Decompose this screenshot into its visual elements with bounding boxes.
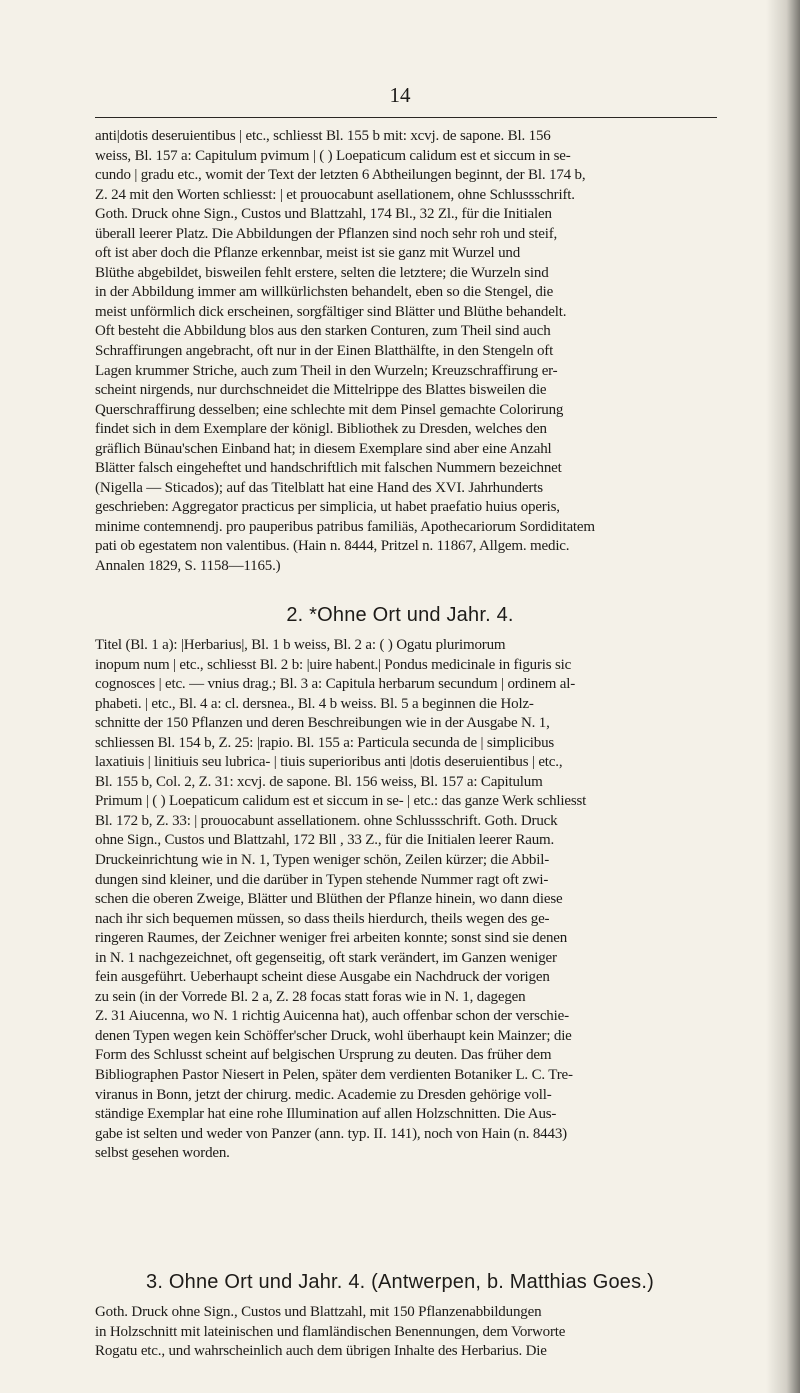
section-heading-3: 3. Ohne Ort und Jahr. 4. (Antwerpen, b. Matthias Goes.) (146, 1271, 654, 1293)
section-body-3: Goth. Druck ohne Sign., Custos und Blattzahl, mit 150 Pflanzenabbildungen in Holzschnitt mit lateinischen und flamländischen Benennungen, dem Vorworte Rogatu etc., und wahrscheinlich auch dem übrigen Inhalte des Herbarius. Die (95, 1304, 566, 1360)
section-body-2: Titel (Bl. 1 a): |Herbarius|, Bl. 1 b weiss, Bl. 2 a: ( ) Ogatu plurimorum inopum num | etc., schliesst Bl. 2 b: |uire habent.| Pondus medicinale in figuris sic cognosces | etc. — vnius drag.; Bl. 3 a: Capitula herbarum secundum | ordinem al- phabeti. | etc., Bl. 4 a: cl. dersnea., Bl. 4 b weiss. Bl. 5 a beginnen die Holz- schnitte der 150 Pflanzen und deren Beschreibungen wie in der Ausgabe N. 1, schliessen Bl. 154 b, Z. 25: |rapio. Bl. 155 a: Particula secunda de | simplicibus laxatiuis | linitiuis seu lubrica- | tiuis superioribus anti |dotis deseruientibus | etc., Bl. 155 b, Col. 2, Z. 31: xcvj. de sapone. Bl. 156 weiss, Bl. 157 a: Capitulum Primum | ( ) Loepaticum calidum est et siccum in se- | etc.: das ganze Werk schliesst Bl. 172 b, Z. 33: | prouocabunt assellationem. ohne Schlussschrift. Goth. Druck ohne Sign., Custos und Blattzahl, 172 Bll , 33 Z., für die Initialen leerer Raum. Druckeinrichtung wie in N. 1, Typen weniger schön, Zeilen kürzer; die Abbil- dungen sind kleiner, und die darüber in Typen stehende Nummer ragt oft zwi- schen die oberen Zweige, Blätter und Blüthen der Pflanze hinein, wo dann diese nach ihr sich bequemen müssen, so dass theils hierdurch, theils wegen des ge- ringeren Raumes, der Zeichner weniger frei arbeiten konnte; sonst sind sie denen in N. 1 nachgezeichnet, oft gegenseitig, oft stark verändert, im Ganzen weniger fein ausgeführt. Ueberhaupt scheint diese Ausgabe ein Nachdruck der vorigen zu sein (in der Vorrede Bl. 2 a, Z. 28 focas statt foras wie in N. 1, dagegen Z. 31 Aiucenna, wo N. 1 richtig Auicenna hat), auch offenbar schon der verschie- denen Typen wegen kein Schöffer'scher Druck, wohl überhaupt kein Mainzer; die Form des Schlusst scheint auf belgischen Ursprung zu deuten. Das früher dem Bibliographen Pastor Niesert in Pelen, später dem verdienten Botaniker L. C. Tre- viranus in Bonn, jetzt der chirurg. medic. Academie zu Dresden gehörige voll- ständige Exemplar hat eine rohe Illumination auf allen Holzschnitten. Die Aus- gabe ist selten und weder von Panzer (ann. typ. II. 141), noch von Hain (n. 8443) selbst gesehen worden. (95, 637, 587, 1162)
page-number: 14 (389, 83, 411, 107)
paragraph-continuation: anti|dotis deseruientibus | etc., schliesst Bl. 155 b mit: xcvj. de sapone. Bl. 156 weiss, Bl. 157 a: Capitulum pvimum | ( ) Loepaticum calidum est et siccum in se- cundo | gradu etc., womit der Text der letzten 6 Abtheilungen beginnt, der Bl. 174 b, Z. 24 mit den Worten schliesst: | et prouocabunt asellationem, ohne Schlussschrift. Goth. Druck ohne Sign., Custos und Blattzahl, 174 Bl., 32 Zl., für die Initialen überall leerer Platz. Die Abbildungen der Pflanzen sind noch sehr roh und steif, oft ist aber doch die Pflanze erkennbar, meist ist sie ganz mit Wurzel und Blüthe abgebildet, bisweilen fehlt erstere, selten die letztere; die Wurzeln sind in der Abbildung immer am willkürlichsten behandelt, eben so die Stengel, die meist unförmlich dick erscheinen, sorgfältiger sind Blätter und Blüthe behandelt. Oft besteht die Abbildung blos aus den starken Conturen, zum Theil sind auch Schraffirungen angebracht, oft nur in der Einen Blatthälfte, in den Stengeln oft Lagen krummer Striche, auch zum Theil in den Wurzeln; Kreuzschraffirung er- scheint nirgends, nur durchschneidet die Mittelrippe des Blattes bisweilen die Querschraffirung desselben; eine schlechte mit dem Pinsel gemachte Colorirung findet sich in dem Exemplare der königl. Bibliothek zu Dresden, welches den gräflich Bünau'schen Einband hat; in diesem Exemplare sind aber eine Anzahl Blätter falsch eingeheftet und handschriftlich mit falschen Nummern bezeichnet (Nigella — Sticados); auf das Titelblatt hat eine Hand des XVI. Jahrhunderts geschrieben: Aggregator practicus per simplicia, ut habet praefatio huius operis, minime contemnendj. pro pauperibus patribus familiäs, Apothecariorum Sordiditatem pati ob egestatem non valentibus. (Hain n. 8444, Pritzel n. 11867, Allgem. medic. Annalen 1829, S. 1158—1165.) (95, 128, 595, 575)
page-edge-shadow (766, 0, 800, 1393)
section-heading-2: 2. *Ohne Ort und Jahr. 4. (286, 604, 514, 626)
header-rule (95, 117, 717, 118)
